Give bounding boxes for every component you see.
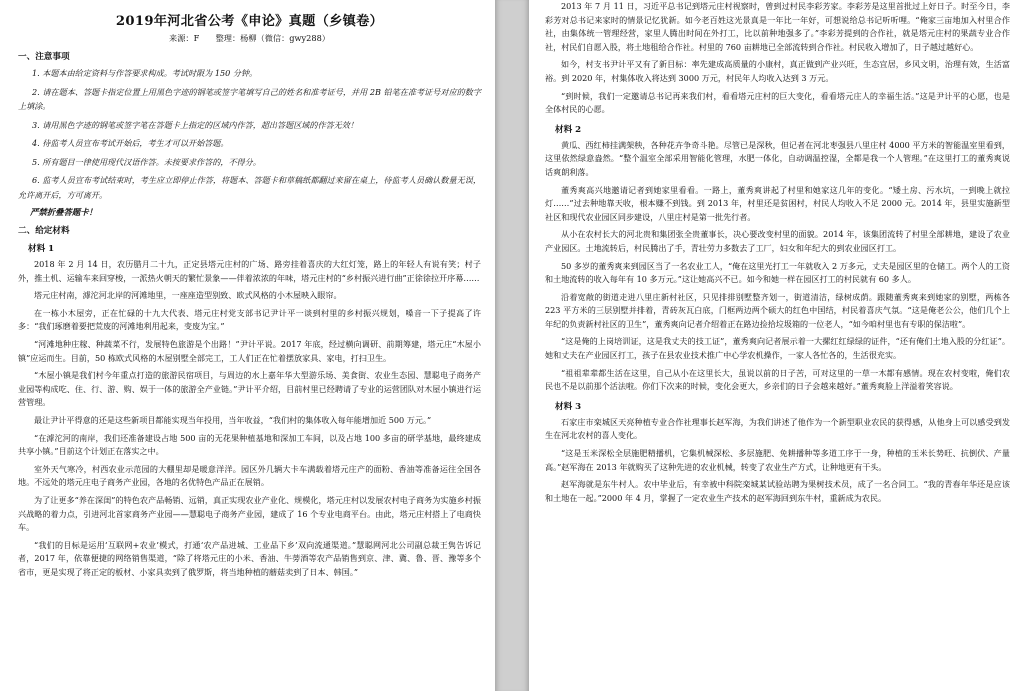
paragraph: 如今，村支书尹计平又有了新目标：率先建成高质量的小康村，真正做到产业兴旺，生态宜居，乡风文明，治理有效，生活富裕。到 2020 年，村集体收入将达到 3000 万元，村民年人均收入达到 3 万元。: [545, 59, 1010, 83]
source-line: 来源：F 整理：杨柳（微信：gwy288）: [169, 33, 330, 43]
paragraph: 塔元庄村南，滹沱河北岸的河滩地里，一座座造型别致、欧式风格的小木屋映入眼帘。: [34, 290, 342, 301]
paragraph: 石家庄市栾城区天亮种植专业合作社理事长赵军海，为我们讲述了他作为一个新型职业农民的获得感，从他身上可以感受到发生在河北农村的喜人变化。: [545, 416, 1010, 441]
paragraph: “在滹沱河的南岸，我们还准备建设占地 500 亩的无花果种植基地和深加工车间，以及占地 100 多亩的研学基地，最终建成共享小镇。”目前这个计划正在落实之中。: [18, 432, 481, 457]
document-page-left: [0, 0, 495, 691]
paragraph: 2013 年 7 月 11 日，习近平总书记到塔元庄村视察时，曾到过村民李彩芳家。李彩芳是这里首批过上好日子。时至今日，李彩芳对总书记来家时的情景记忆犹新。如今老百姓这光景真是一年比一年好，可想说给总书记听听哩。“俺家三亩地加入村里合作社，由集体统一管理经营，家里人腾出时间在外打工，比以前种地强多了。”李彩芳提到的合作社，就是塔元庄村的果蔬专业合作社，村民们自愿入股，将土地租给合作社。村里的 760 亩耕地已全部流转到合作社。村民收入增加了，日子越过越好心。: [545, 1, 1010, 52]
paragraph: 董秀爽高兴地邀请记者到她家里看看。一路上，董秀爽讲起了村里和她家这几年的变化。“矮土房、污水坑，一到晚上就拉灯……”过去种地靠天收，根本赚不到钱。到 2013 年，村里还是贫困村，村民人均收入不足 2000 元。2014 年，县里实施新型社区和现代农业园区同步建设，八里庄村是第一批先行者。: [545, 184, 1010, 222]
paragraph: 为了让更多“养在深闺”的特色农产品畅销、远销，真正实现农业产业化、规模化，塔元庄村以发展农村电子商务为实施乡村振兴战略的着力点，引进河北首家商务产业园——慧聪电子商务产业园，建成了 16 个专业电商平台。由此，塔元庄村搭上了电商快车。: [18, 494, 481, 533]
section-heading-materials: 二、给定材料: [18, 226, 70, 236]
paragraph: “这是玉米深松全层施肥精播机，它集机械深松、多层施肥、免耕播种等多道工序于一身，种植的玉米长势旺、抗倒伏、产量高。”赵军海在 2013 年就购买了这种先进的农业机械，转变了农业生产方式，让种地更有干头。: [545, 448, 1010, 472]
note-item: 4. 待监考人员宣布考试开始后，考生才可以开始答题。: [32, 138, 229, 148]
paragraph: 黄瓜、西红柿挂满架秧，各种花卉争奇斗艳。尽管已是深秋，但记者在河北枣强县八里庄村 4000 平方米的智能温室里看到，这里依然绿意盎然。“整个温室全部采用智能化管理，水肥一体化，自动调温控湿，全都是我一个人管理。”在这里打工的董秀爽说话爽朗利落。: [545, 139, 1010, 177]
note-item: 5. 所有题目一律使用现代汉语作答。未按要求作答的，不得分。: [32, 156, 261, 167]
page-title: 2019年河北省公考《申论》真题（乡镇卷）: [115, 14, 384, 29]
paragraph: “河滩地种庄稼、种蔬菜不行，发展特色旅游是个出路！”尹计平说。2017 年底，经过横向调研、前期筹建，塔元庄“木屋小镇”应运而生。目前，50 栋欧式风格的木屋别墅全部完工，工人们正在忙着摆放家具、家电，打扫卫生。: [18, 338, 481, 363]
note-item: 3. 请用黑色字迹的钢笔或签字笔在答题卡上指定的区域内作答，超出答题区域的作答无效！: [32, 119, 358, 130]
paragraph: 2018 年 2 月 14 日，农历腊月二十九，正定县塔元庄村的广场、路旁挂着喜庆的大红灯笼，路上的年轻人有说有笑；村子外，推土机、运输车来回穿梭，一派热火朝天的繁忙景象——伴着浓浓的年味，塔元庄村的“乡村振兴进行曲”正徐徐拉开序幕……: [18, 259, 481, 283]
paragraph: 沿着宽敞的街道走进八里庄新村社区，只见排排别墅整齐划一，街道清洁，绿树成荫。跟随董秀爽来到她家的别墅，两栋各 223 平方米的三层别墅并排着，青砖灰瓦白底，门框两边两个硕大的红色中国结，村民着喜庆气氛。“这是俺老公公，他们几个上年纪的负责新村社区的卫生”，董秀爽向记者介绍着正在路边捡拾垃圾箱的一位老人，“如今咱村里也有专职的保洁啦”。: [545, 291, 1010, 329]
paragraph: “这是俺的上岗培训证，这是我丈夫的技工证”，董秀爽向记者展示着一大摞红红绿绿的证件，“还有俺们土地入股的分红证”。她和丈夫在产业园区打工，孩子在县农业技术推广中心学农机操作，一家人各忙各的，生活很充实。: [545, 336, 1010, 361]
paragraph: “祖祖辈辈都生活在这里，自己从小在这里长大，虽说以前的日子苦，可对这里的一草一木都有感情。现在农村变啦，俺们农民也不是以前那个活法啦。你们下次来的时候，变化会更大，乡亲们的日子会越来越好。”董秀爽脸上洋溢着笑容说。: [545, 367, 1010, 392]
section-heading-notes: 一、注意事项: [18, 52, 70, 62]
material-heading: 材料 1: [28, 244, 55, 254]
paragraph: “我们的目标是运用‘互联网+农业’模式，打通‘农产品进城、工业品下乡’双向流通渠道。”慧聪网河北公司副总裁王隽告诉记者，2017 年，依靠便捷的网络销售渠道，“除了将塔元庄的小米、香油、牛蒡酒等农产品销售到京、津、冀、鲁、晋、豫等多个省市，更是实现了将正定的板材、小家具卖到了俄罗斯，将当地种植的蘑菇卖到了日本、韩国。”: [18, 539, 481, 577]
warning-text: 严禁折叠答题卡！: [30, 207, 97, 217]
paragraph: 50 多岁的董秀爽来到园区当了一名农业工人，“俺在这里光打工一年就收入 2 万多元，丈夫是园区里的仓储工。两个人的工资和土地流转的收入每年有 10 多万元。”这让她高兴不已。如今和她一样在园区打工的村民就有 60 多人。: [545, 260, 1010, 285]
paragraph: 赵军海就是东牛村人。农中毕业后，有幸被中科院栾城某试验站聘为果树技术员，成了一名合同工。“我的青春年华还是应该和土地在一起。”2000 年 4 月，掌握了一定农业生产技术的赵军海回到东牛村，重新成为农民。: [545, 479, 1010, 503]
material-heading: 材料 2: [555, 124, 582, 135]
paragraph: 从小在农村长大的河北贵和集团张全贵董事长，决心要改变村里的面貌。2014 年，该集团流转了村里全部耕地，建设了农业产业园区。土地流转后，村民腾出了手，青壮劳力多数去了工厂，妇女和年纪大的到农业园区打工。: [545, 229, 1010, 253]
note-item: 6. 监考人员宣布考试结束时，考生应立即停止作答，将题本、答题卡和草稿纸都翻过来留在桌上，待监考人员确认数量无误，允许离开后，方可离开。: [18, 175, 481, 200]
document-page-right: [529, 0, 1024, 691]
paragraph: 在一栋小木屋旁，正在忙碌的十九大代表、塔元庄村党支部书记尹计平一谈到村里的乡村振兴规划，嗓音一下子提高了许多：“我们琢磨着要把荒废的河滩地利用起来，变废为宝。”: [18, 307, 481, 332]
material-heading: 材料 3: [555, 401, 582, 412]
page-gutter: [495, 0, 529, 691]
paragraph: “木屋小镇是我们村今年重点打造的旅游民宿项目，与周边的水上嘉年华大型游乐场、美食街、农业生态园、慧聪电子商务产业园等构成吃、住、行、游、购、娱于一体的旅游全产业链。”尹计平介绍，目前村里已经聘请了专业的运营团队对木屋小镇进行运营管理。: [18, 370, 481, 408]
paragraph: 室外天气寒冷，村西农业示范园的大棚里却是暖意洋洋。园区外几辆大卡车满载着塔元庄产的面粉、香油等准备运往全国各地。不远处的塔元庄电子商务产业园，各地的名优特色产品正在展销。: [18, 463, 481, 488]
note-item: 2. 请在题本、答题卡指定位置上用黑色字迹的钢笔或签字笔填写自己的姓名和准考证号，并用 2B 铅笔在准考证号对应的数字上填涂。: [18, 86, 481, 111]
paragraph: 最让尹计平得意的还是这些新项目都能实现当年投用，当年收益，“我们村的集体收入每年能增加近 500 万元。”: [34, 414, 432, 425]
note-item: 1. 本题本由给定资料与作答要求构成。考试时限为 150 分钟。: [32, 68, 258, 78]
paragraph: “到时候，我们一定邀请总书记再来我们村，看看塔元庄村的巨大变化，看看塔元庄人的幸福生活。”这是尹计平的心愿，也是全体村民的心愿。: [545, 90, 1010, 115]
